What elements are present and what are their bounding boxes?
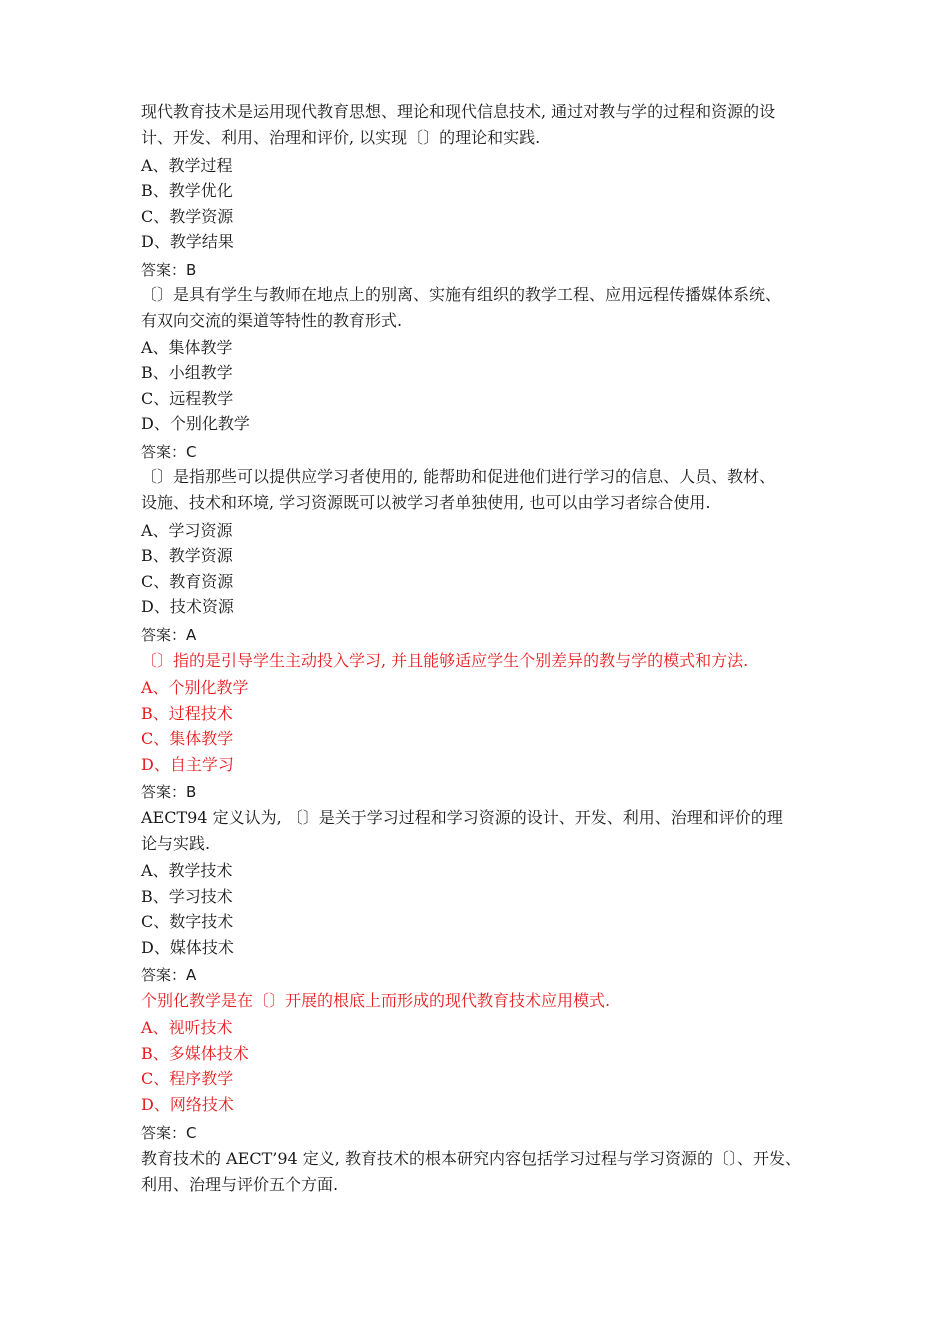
- question-stem-line: 现代教育技术是运用现代教育思想、理论和现代信息技术, 通过对教与学的过程和资源的设: [141, 102, 776, 121]
- option-a: A、个别化教学: [141, 678, 249, 697]
- question-stem-line: AECT94 定义认为, 〔〕是关于学习过程和学习资源的设计、开发、利用、治理和评价的理: [141, 808, 783, 827]
- option-b: B、教学优化: [141, 181, 233, 200]
- option-c: C、数字技术: [141, 912, 234, 931]
- question-stem-line: 〔〕是具有学生与教师在地点上的别离、实施有组织的教学工程、应用远程传播媒体系统、: [141, 285, 782, 304]
- option-b: B、学习技术: [141, 887, 233, 906]
- option-b: B、教学资源: [141, 546, 233, 565]
- question-stem: [141, 988, 831, 1014]
- question-stem-line: 设施、技术和环境, 学习资源既可以被学习者单独使用, 也可以由学习者综合使用.: [141, 493, 711, 512]
- option-a: A、教学技术: [141, 861, 233, 880]
- option-d: D、网络技术: [141, 1095, 234, 1114]
- option-d: D、自主学习: [141, 755, 234, 774]
- option-c: C、集体教学: [141, 729, 234, 748]
- question-stem-line: 利用、治理与评价五个方面.: [141, 1175, 339, 1194]
- question-stem: [141, 1146, 831, 1198]
- question-stem-line: 个别化教学是在〔〕开展的根底上而形成的现代教育技术应用模式.: [141, 991, 611, 1010]
- question-stem-line: 教育技术的 AECT’94 定义, 教育技术的根本研究内容包括学习过程与学习资源的〔〕、开发、: [141, 1149, 801, 1168]
- option-d: D、技术资源: [141, 597, 234, 616]
- option-b: B、过程技术: [141, 704, 233, 723]
- option-c: C、教学资源: [141, 207, 234, 226]
- answer-line: 答案：C: [141, 1124, 197, 1142]
- question-stem: [141, 282, 831, 334]
- option-a: A、教学过程: [141, 156, 233, 175]
- option-b: B、小组教学: [141, 363, 233, 382]
- option-d: D、个别化教学: [141, 414, 250, 433]
- question-stem: [141, 464, 831, 516]
- answer-line: 答案：A: [141, 626, 197, 644]
- question-stem: [141, 805, 831, 857]
- question-stem-line: 计、开发、利用、治理和评价, 以实现〔〕的理论和实践.: [141, 128, 541, 147]
- question-stem: [141, 99, 831, 151]
- answer-line: 答案：A: [141, 966, 197, 984]
- option-b: B、多媒体技术: [141, 1044, 249, 1063]
- option-d: D、教学结果: [141, 232, 234, 251]
- answer-line: 答案：C: [141, 443, 197, 461]
- question-stem: [141, 648, 831, 674]
- question-stem-line: 有双向交流的渠道等特性的教育形式.: [141, 311, 403, 330]
- option-a: A、学习资源: [141, 521, 233, 540]
- option-d: D、媒体技术: [141, 938, 234, 957]
- option-a: A、视听技术: [141, 1018, 233, 1037]
- option-a: A、集体教学: [141, 338, 233, 357]
- option-c: C、程序教学: [141, 1069, 234, 1088]
- question-stem-line: 〔〕是指那些可以提供应学习者使用的, 能帮助和促进他们进行学习的信息、人员、教材、: [141, 467, 776, 486]
- question-stem-line: 〔〕指的是引导学生主动投入学习, 并且能够适应学生个别差异的教与学的模式和方法.: [141, 651, 749, 670]
- option-c: C、远程教学: [141, 389, 234, 408]
- option-c: C、教育资源: [141, 572, 234, 591]
- answer-line: 答案：B: [141, 783, 197, 801]
- answer-line: 答案：B: [141, 261, 197, 279]
- question-stem-line: 论与实践.: [141, 834, 211, 853]
